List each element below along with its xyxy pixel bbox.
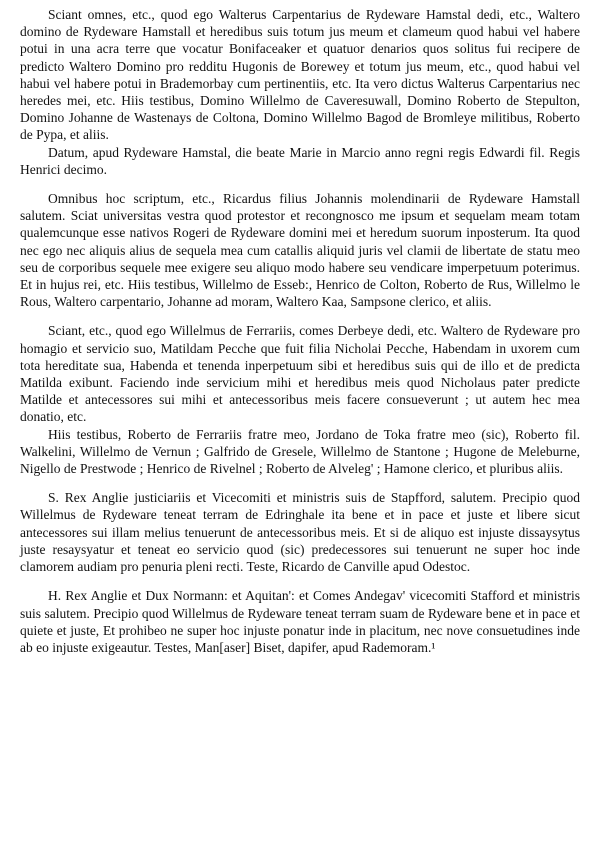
- charter-witness-list: Hiis testibus, Roberto de Ferrariis fratre meo, Jordano de Toka fratre meo (sic), Roberto fil. Walkelini, Willelmo de Vernun ; Galfrido de Gresele, Willelmo de Stantone ; Hugone de Meleburne, Nigello de Prestwode ; Henrico de Rivelnel ; Roberto de Alveleg' ; Hamone clerico, et pluribus aliis.: [20, 426, 580, 477]
- writ-paragraph-2: H. Rex Anglie et Dux Normann: et Aquitan': et Comes Andegav' vicecomiti Stafford et ministris suis salutem. Precipio quod Willelmus de Rydeware teneat terram suam de Rydeware bene et in pace et quiete et juste, Et prohibeo ne super hoc injuste ponatur inde in placitum, nec nove consuetudines inde ab eo injuste exigeautur. Testes, Man[aser] Biset, dapifer, apud Rademoram.¹: [20, 588, 580, 655]
- charter-paragraph-1: Sciant omnes, etc., quod ego Walterus Carpentarius de Rydeware Hamstal dedi, etc., Waltero domino de Rydeware Hamstall et heredibus suis totum jus meum et clameum quod habui vel habere potui in una acra terre que vocatur Bonifaceaker et quatuor denarios quos solitus fui recipere de predicto Waltero Domino pro redditu Hugonis de Borewey et totum jus meum, etc., quod habui vel habui vel habere potui in Brademorbay cum pertinentiis, etc. Ita vero dictus Walterus Carpentarius nec heredes mei, etc. Hiis testibus, Domino Willelmo de Caveresuwall, Domino Roberto de Stepulton, Domino Johanne de Wastenays de Coltona, Domino Willelmo Bagod de Bromleye militibus, Roberto de Pypa, et aliis.: [20, 7, 580, 143]
- paragraph-spacer: [20, 575, 580, 587]
- paragraph-spacer: [20, 310, 580, 322]
- charter-dating-clause: Datum, apud Rydeware Hamstal, die beate Marie in Marcio anno regni regis Edwardi fil. Regis Henrici decimo.: [20, 144, 580, 177]
- writ-paragraph-1: S. Rex Anglie justiciariis et Vicecomiti et ministris suis de Stapfford, salutem. Precipio quod Willelmus de Rydeware teneat terram de Edringhale ita bene et in pace et juste et libere sicut antecessores sui illam melius tenuerunt de antecessoribus meis. Et si de aliquo est injuste dissaysytus juste resaysyatur et teneat eo servicio quod (sic) predecessores sui tenuerunt ne super hoc inde clamorem audiam pro penuria pleni recti. Teste, Ricardo de Canville apud Odestoc.: [20, 490, 580, 575]
- paragraph-spacer: [20, 178, 580, 190]
- charter-paragraph-2: Omnibus hoc scriptum, etc., Ricardus filius Johannis molendinarii de Rydeware Hamstall salutem. Sciat universitas vestra quod protestor et recongnosco me ipsum et sequelam meam totam qualemcunque esse nativos Rogeri de Rydeware domini mei et heredum suorum inposterum. Ita quod nec ego nec aliquis alius de sequela mea cum catallis aliquid juris vel clamii de libertate de statu meo seu de corporibus sequele mee exigere seu aliquo modo habere seu vendicare imperpetuum poterimus. Et in hujus rei, etc. Hiis testibus, Willelmo de Esseb:, Henrico de Colton, Roberto de Rus, Willelmo le Rous, Waltero carpentario, Johanne ad moram, Waltero Kaa, Sampsone clerico, et aliis.: [20, 191, 580, 310]
- charter-paragraph-3: Sciant, etc., quod ego Willelmus de Ferrariis, comes Derbeye dedi, etc. Waltero de Rydeware pro homagio et servicio suo, Matildam Pecche que fuit filia Nicholai Pecche, Habendam in uxorem cum tota hereditate sua, Habenda et tenenda inperpetuum sibi et heredibus suis qui de illo et de predicta Matilda exibunt. Faciendo inde servicium mihi et heredibus meis quod Nicholaus pater predicte Matilde et antecessores sui mihi et antecessoribus meis facere consueverunt ; ut autem hec mea donatio, etc.: [20, 323, 580, 425]
- paragraph-spacer: [20, 477, 580, 489]
